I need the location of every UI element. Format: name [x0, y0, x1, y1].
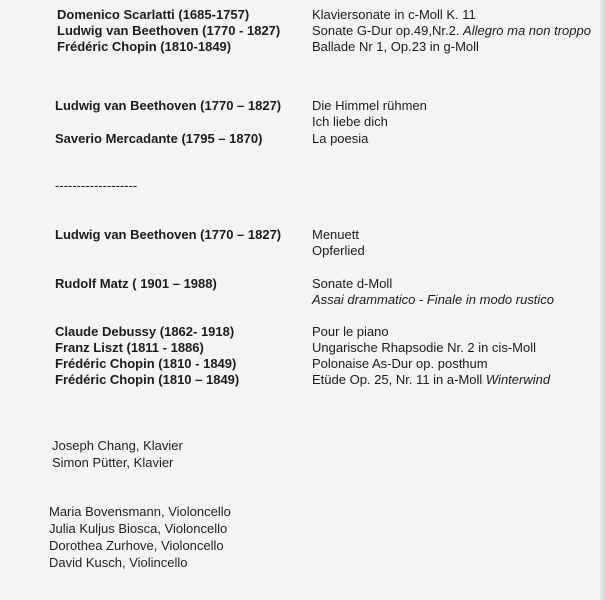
- work-etude-title: Etüde Op. 25, Nr. 11 in a-Moll: [312, 372, 486, 387]
- performer-cello-2: Julia Kuljus Biosca, Violoncello: [49, 521, 228, 536]
- composer-chopin-1: Frédéric Chopin (1810-1849): [57, 39, 232, 54]
- work-himmel-ruhmen: Die Himmel rühmen: [312, 98, 427, 113]
- intermission-separator: -------------------: [55, 178, 138, 193]
- performer-cello-4: David Kusch, Violincello: [49, 555, 188, 570]
- work-pour-le-piano: Pour le piano: [312, 324, 389, 339]
- work-etude-tempo: Winterwind: [485, 372, 551, 387]
- performer-piano-1: Joseph Chang, Klavier: [52, 438, 183, 453]
- work-beethoven-sonata-title: Sonate G-Dur op.49,Nr.2.: [312, 23, 464, 38]
- work-matz-tempo: Assai drammatico - Finale in modo rustico: [312, 292, 555, 307]
- performer-cello-1: Maria Bovensmann, Violoncello: [49, 504, 231, 519]
- page-edge-shadow: [600, 0, 605, 600]
- work-scarlatti-sonata: Klaviersonate in c-Moll K. 11: [312, 7, 476, 22]
- composer-chopin-3: Frédéric Chopin (1810 – 1849): [55, 372, 240, 387]
- composer-matz: Rudolf Matz ( 1901 – 1988): [55, 276, 217, 291]
- composer-beethoven-2: Ludwig van Beethoven (1770 – 1827): [55, 98, 282, 113]
- work-la-poesia: La poesia: [312, 131, 369, 146]
- work-ich-liebe-dich: Ich liebe dich: [312, 114, 388, 129]
- composer-beethoven-1: Ludwig van Beethoven (1770 - 1827): [57, 23, 281, 38]
- work-etude-winterwind: [312, 372, 550, 388]
- work-beethoven-sonata-tempo: Allegro ma non troppo: [463, 23, 591, 38]
- composer-mercadante: Saverio Mercadante (1795 – 1870): [55, 131, 263, 146]
- composer-liszt: Franz Liszt (1811 - 1886): [55, 340, 204, 355]
- composer-chopin-2: Frédéric Chopin (1810 - 1849): [55, 356, 237, 371]
- work-chopin-ballade: Ballade Nr 1, Op.23 in g-Moll: [312, 39, 479, 54]
- performer-piano-2: Simon Pütter, Klavier: [52, 455, 174, 470]
- composer-beethoven-3: Ludwig van Beethoven (1770 – 1827): [55, 227, 282, 242]
- composer-scarlatti: Domenico Scarlatti (1685-1757): [57, 7, 250, 22]
- work-menuett: Menuett: [312, 227, 359, 242]
- performer-cello-3: Dorothea Zurhove, Violoncello: [49, 538, 224, 553]
- composer-debussy: Claude Debussy (1862- 1918): [55, 324, 235, 339]
- work-sonate-d-moll: Sonate d-Moll: [312, 276, 393, 291]
- work-ungarische-rhapsodie: Ungarische Rhapsodie Nr. 2 in cis-Moll: [312, 340, 536, 355]
- work-polonaise: Polonaise As-Dur op. posthum: [312, 356, 488, 371]
- work-opferlied: Opferlied: [312, 243, 365, 258]
- work-beethoven-sonata: [312, 23, 591, 39]
